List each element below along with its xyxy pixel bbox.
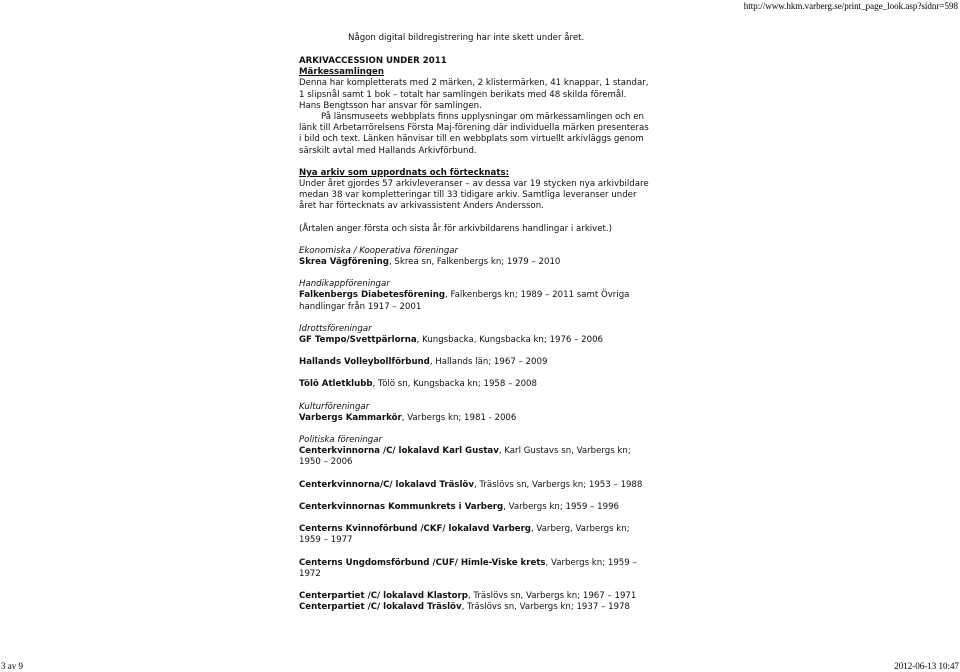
print-header-url: http://www.hkm.varberg.se/print_page_look.asp?sidnr=598: [743, 1, 958, 11]
org-name: Centerpartiet /C/ lokalavd Träslöv: [299, 602, 462, 613]
new-archives-note: (Årtalen anger första och sista år för arkivbildarens handlingar i arkivet.): [299, 223, 613, 234]
org-details: , Skrea sn, Falkenbergs kn; 1979 – 2010: [388, 257, 561, 268]
org-name: Falkenbergs Diabetesförening: [299, 290, 445, 301]
new-archives-paragraph: Under året gjordes 57 arkivleveranser – av dessa var 19 stycken nya arkivbildare medan 38 var kompletteringar till 33 tidigare arkiv. Samtliga leveranser under året har förtecknats av arkivassistent Anders Andersson.: [299, 179, 649, 212]
list-item: [299, 335, 649, 346]
accession-heading: ARKIVACCESSION UNDER 2011: [299, 56, 447, 66]
org-details: , Träslövs sn, Varbergs kn; 1937 – 1978: [461, 602, 630, 613]
list-item: [299, 502, 649, 513]
org-name: Hallands Volleybollförbund: [299, 357, 430, 368]
accession-paragraph-2: På länsmuseets webbplats finns upplysningar om märkessamlingen och en länk till Arbetarrörelsens Första Maj-förening där individuella märken presenteras i bild och text. Länken hänvisar till en webbplats som virtuellt arkivläggs genom särskilt avtal med Hallands Arkivförbund.: [299, 112, 649, 156]
org-name: Centerpartiet /C/ lokalavd Klastorp: [299, 590, 468, 601]
list-item: [299, 446, 649, 468]
new-archives-heading: Nya arkiv som uppordnats och förtecknats:: [299, 167, 510, 178]
print-footer-page-number: 3 av 9: [1, 661, 23, 671]
org-details: , Varbergs kn; 1959 – 1972: [299, 557, 637, 579]
org-details: , Tölö sn, Kungsbacka kn; 1958 – 2008: [372, 379, 537, 390]
list-item: [299, 379, 649, 390]
list-item: [299, 257, 649, 268]
accession-paragraph-1: Denna har kompletterats med 2 märken, 2 klistermärken, 41 knappar, 1 standar, 1 slipsnål samt 1 bok – totalt har samlingen berikats med 48 skilda föremål. Hans Bengtsson har ansvar för samlingen.: [299, 78, 649, 111]
accession-subheading: Märkessamlingen: [299, 67, 384, 78]
list-item: [299, 480, 649, 491]
org-details: , Varberg, Varbergs kn; 1959 – 1977: [299, 524, 630, 546]
org-name: Centerns Ungdomsförbund /CUF/ Himle-Viske krets: [299, 557, 546, 568]
org-details: , Karl Gustavs sn, Varbergs kn; 1950 – 2006: [299, 446, 631, 468]
org-details: , Varbergs kn; 1981 - 2006: [401, 412, 517, 423]
category-heading: Politiska föreningar: [299, 435, 383, 446]
category-heading: Handikappföreningar: [299, 279, 390, 290]
org-name: Centerkvinnornas Kommunkrets i Varberg: [299, 501, 504, 512]
category-heading: Idrottsföreningar: [299, 323, 372, 334]
org-details: , Hallands län; 1967 – 2009: [429, 357, 548, 368]
org-details: , Träslövs sn, Varbergs kn; 1967 – 1971: [467, 590, 637, 601]
print-footer-datetime: 2012-06-13 10:47: [894, 661, 959, 671]
list-item: [299, 602, 649, 613]
org-name: Skrea Vägförening: [299, 257, 389, 268]
org-name: GF Tempo/Svettpärlorna: [299, 335, 417, 346]
org-details: , Falkenbergs kn; 1989 – 2011 samt Övriga handlingar från 1917 – 2001: [299, 290, 630, 312]
category-heading: Kulturföreningar: [299, 401, 370, 412]
list-item: [299, 591, 649, 602]
list-item: [299, 357, 649, 368]
list-item: [299, 558, 649, 580]
list-item: [299, 413, 649, 424]
org-name: Centerkvinnorna/C/ lokalavd Träslöv: [299, 479, 474, 490]
org-name: Centerkvinnorna /C/ lokalavd Karl Gustav: [299, 446, 499, 457]
org-name: Tölö Atletklubb: [299, 379, 373, 390]
org-details: , Kungsbacka, Kungsbacka kn; 1976 – 2006: [416, 335, 604, 346]
document-body: [299, 33, 649, 613]
intro-text: Någon digital bildregistrering har inte skett under året.: [348, 33, 585, 43]
list-item: [299, 290, 649, 312]
category-heading: Ekonomiska / Kooperativa föreningar: [299, 245, 459, 256]
org-details: , Varbergs kn; 1959 – 1996: [503, 501, 620, 512]
org-details: , Träslövs sn, Varbergs kn; 1953 – 1988: [473, 479, 643, 490]
list-item: [299, 524, 649, 546]
org-name: Varbergs Kammarkör: [299, 412, 402, 423]
org-name: Centerns Kvinnoförbund /CKF/ lokalavd Varberg: [299, 524, 531, 535]
